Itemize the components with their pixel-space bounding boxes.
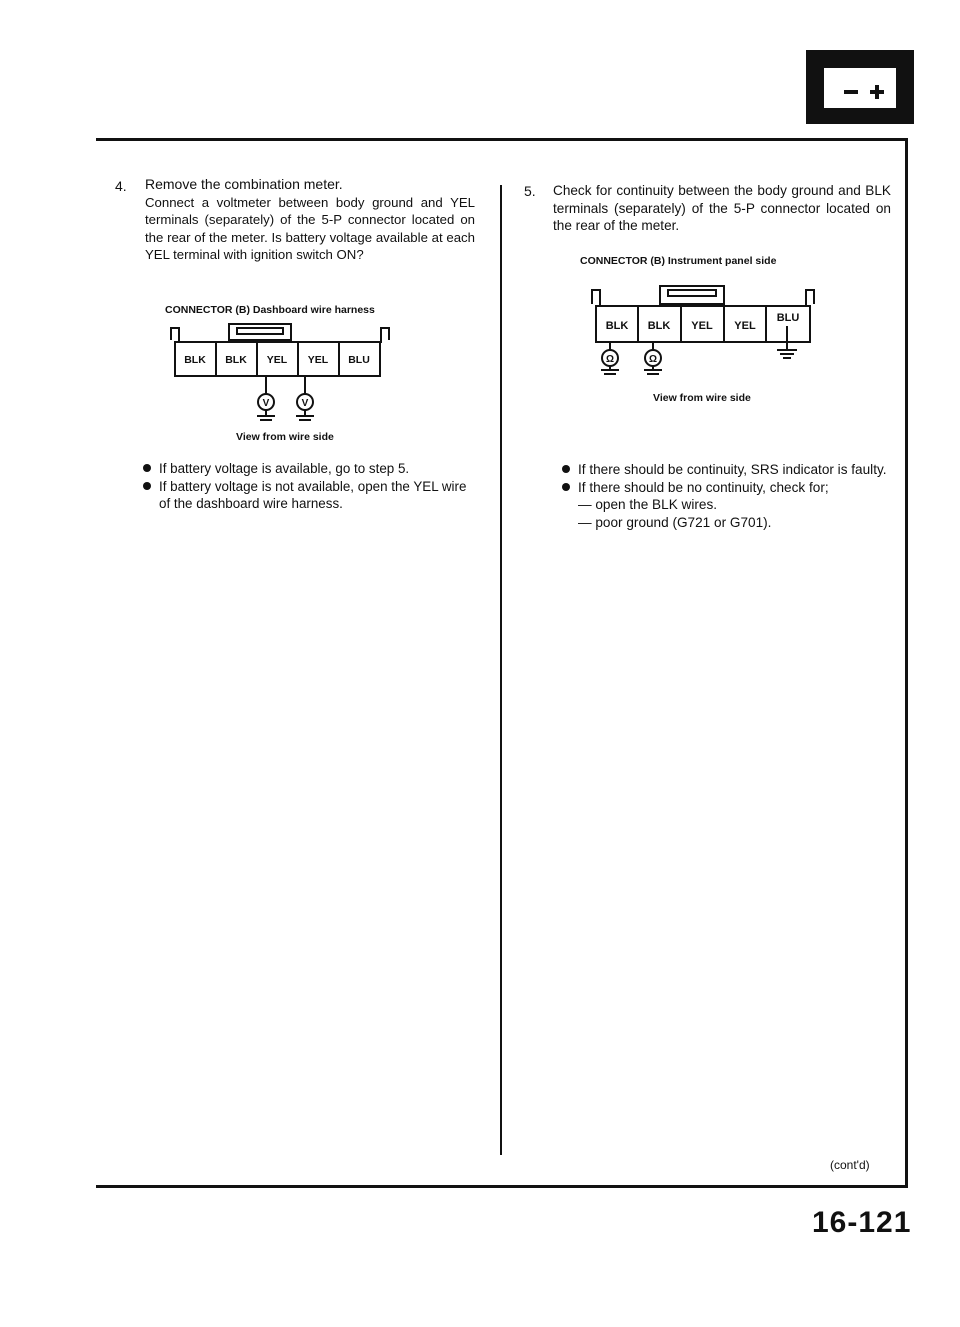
ohmmeter-symbol: Ω	[605, 354, 615, 365]
step-5-results	[562, 461, 894, 531]
terminal-label: BLK	[225, 354, 247, 366]
terminal-label: BLK	[184, 354, 206, 366]
step-4-text	[145, 176, 475, 264]
result-item: If battery voltage is available, go to step 5.	[143, 460, 477, 478]
check-list	[578, 496, 894, 531]
step-5-number: 5.	[524, 183, 536, 199]
check-item: — poor ground (G721 or G701).	[578, 514, 772, 530]
terminal-label: YEL	[734, 320, 756, 332]
step-4-results	[143, 460, 477, 513]
column-divider	[500, 185, 502, 1155]
result-item: If battery voltage is not available, open the YEL wire of the dashboard wire harness.	[143, 478, 477, 513]
terminal-label: BLU	[776, 312, 800, 324]
top-rule	[96, 138, 908, 141]
result-item: If there should be continuity, SRS indicator is faulty.	[562, 461, 894, 479]
ohmmeter-symbol: Ω	[648, 354, 658, 365]
result-item: If there should be no continuity, check for; — open the BLK wires. — poor ground (G721 or G701).	[562, 479, 894, 532]
terminal-label: BLK	[647, 320, 671, 332]
step-4-number: 4.	[115, 178, 127, 194]
terminal-label: YEL	[307, 354, 329, 366]
step-5-body: Check for continuity between the body ground and BLK terminals (separately) of the 5-P connector located on the rear of the meter.	[553, 183, 891, 233]
step-4-body: Connect a voltmeter between body ground and YEL terminals (separately) of the 5-P connector located on the rear of the meter. Is battery voltage available at each YEL terminal with ignition switch ON?	[145, 194, 475, 262]
page-number: 16-121	[812, 1206, 912, 1239]
step-4-connector-title: CONNECTOR (B) Dashboard wire harness	[165, 304, 375, 316]
terminal-label: BLK	[605, 320, 629, 332]
bottom-rule	[96, 1185, 908, 1188]
right-frame-rule	[905, 138, 908, 1188]
step-5-connector-diagram	[588, 280, 823, 385]
continued-label: (cont'd)	[830, 1158, 870, 1172]
step-4-lead: Remove the combination meter.	[145, 176, 343, 192]
step-4-view-caption: View from wire side	[236, 431, 334, 443]
check-item: — open the BLK wires.	[578, 497, 718, 512]
battery-icon	[806, 50, 914, 124]
step-5-connector-title: CONNECTOR (B) Instrument panel side	[580, 255, 777, 267]
step-5-text	[553, 182, 891, 235]
terminal-label: YEL	[266, 354, 288, 366]
terminal-label: BLU	[348, 354, 370, 366]
voltmeter-symbol: V	[301, 398, 309, 409]
terminal-label: YEL	[691, 320, 713, 332]
voltmeter-symbol: V	[262, 398, 270, 409]
step-5-view-caption: View from wire side	[653, 392, 751, 404]
